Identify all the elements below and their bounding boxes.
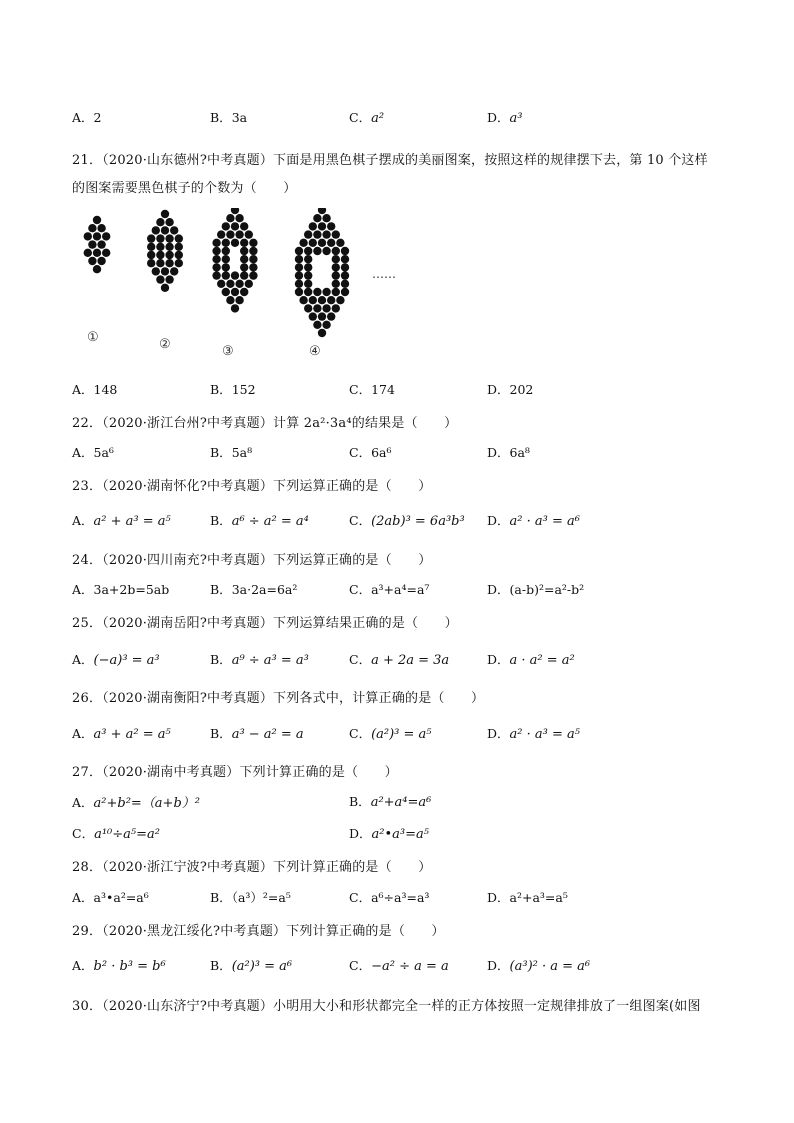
- chess-piece-dot: [240, 239, 248, 247]
- q25-option-b: B．a⁹ ÷ a³ = a³: [210, 652, 309, 668]
- chess-piece-dot: [217, 230, 225, 238]
- chess-piece-dot: [170, 267, 178, 275]
- chess-piece-dot: [212, 255, 220, 263]
- chess-piece-dot: [332, 230, 340, 238]
- q29-option-a: A．b² · b³ = b⁶: [72, 958, 166, 974]
- chess-piece-dot: [212, 271, 220, 279]
- chess-piece-dot: [84, 249, 92, 257]
- chess-piece-dot: [165, 251, 173, 259]
- chess-piece-dot: [147, 234, 155, 242]
- chess-piece-dot: [318, 296, 326, 304]
- chess-piece-dot: [249, 263, 257, 271]
- chess-piece-dot: [231, 288, 239, 296]
- chess-piece-dot: [313, 230, 321, 238]
- chess-piece-dot: [84, 232, 92, 240]
- chess-piece-dot: [222, 247, 230, 255]
- chess-piece-dot: [156, 259, 164, 267]
- q26-option-b: B．a³ − a² = a: [210, 726, 304, 742]
- chess-piece-dot: [156, 218, 164, 226]
- chess-piece-dot: [161, 210, 169, 218]
- chess-piece-dot: [88, 257, 96, 265]
- q21-figure: [72, 208, 432, 358]
- chess-piece-dot: [332, 247, 340, 255]
- q27-option-b: B．a²+a⁴=a⁶: [349, 794, 432, 810]
- chess-piece-dot: [313, 304, 321, 312]
- chess-piece-dot: [235, 280, 243, 288]
- q22-option-a: A．5a⁶: [72, 445, 114, 460]
- chess-piece-dot: [240, 263, 248, 271]
- chess-piece-dot: [161, 226, 169, 234]
- chess-piece-dot: [332, 263, 340, 271]
- chess-piece-dot: [299, 239, 307, 247]
- chess-piece-dot: [322, 321, 330, 329]
- chess-piece-dot: [309, 222, 317, 230]
- chess-piece-dot: [226, 214, 234, 222]
- chess-piece-dot: [235, 214, 243, 222]
- q29-stem: 29．（2020·黑龙江绥化?中考真题）下列计算正确的是（ ）: [72, 924, 445, 939]
- q27-option-a: A．a²+b²=（a+b）²: [72, 795, 200, 811]
- chess-piece-dot: [313, 214, 321, 222]
- chess-piece-dot: [240, 271, 248, 279]
- chess-piece-dot: [295, 263, 303, 271]
- chess-piece-dot: [93, 249, 101, 257]
- chess-piece-dot: [322, 304, 330, 312]
- q25-option-d: D．a · a² = a²: [487, 652, 575, 668]
- chess-piece-dot: [226, 230, 234, 238]
- chess-piece-dot: [161, 267, 169, 275]
- figure-label-4: ④: [309, 344, 321, 358]
- chess-piece-dot: [212, 263, 220, 271]
- chess-piece-dot: [165, 243, 173, 251]
- chess-piece-dot: [341, 263, 349, 271]
- chess-piece-dot: [147, 259, 155, 267]
- chess-piece-dot: [327, 222, 335, 230]
- chess-piece-dot: [304, 288, 312, 296]
- q23-stem: 23．（2020·湖南怀化?中考真题）下列运算正确的是（ ）: [72, 479, 432, 494]
- chess-piece-dot: [313, 288, 321, 296]
- chess-piece-dot: [156, 275, 164, 283]
- chess-piece-dot: [327, 239, 335, 247]
- chess-piece-dot: [304, 255, 312, 263]
- chess-piece-dot: [336, 239, 344, 247]
- chess-piece-dot: [318, 312, 326, 320]
- chess-piece-dot: [322, 230, 330, 238]
- chess-piece-dot: [299, 296, 307, 304]
- q28-option-b: B．（a³）²=a⁵: [210, 890, 291, 905]
- q29-option-c: C．−a² ÷ a = a: [349, 958, 449, 974]
- chess-piece-dot: [152, 267, 160, 275]
- chess-piece-dot: [327, 312, 335, 320]
- chess-piece-dot: [332, 280, 340, 288]
- chess-piece-dot: [102, 249, 110, 257]
- chess-piece-dot: [295, 271, 303, 279]
- q25-option-a: A．(−a)³ = a³: [72, 652, 160, 668]
- chess-piece-dot: [304, 263, 312, 271]
- chess-piece-dot: [147, 251, 155, 259]
- chess-piece-dot: [88, 240, 96, 248]
- chess-piece-dot: [318, 239, 326, 247]
- chess-piece-dot: [231, 208, 239, 214]
- chess-piece-dot: [226, 296, 234, 304]
- chess-piece-dot: [309, 239, 317, 247]
- chess-piece-dot: [222, 239, 230, 247]
- chess-piece-dot: [240, 222, 248, 230]
- chess-piece-dot: [231, 304, 239, 312]
- chess-piece-dot: [212, 247, 220, 255]
- chess-piece-dot: [222, 271, 230, 279]
- chess-piece-dot: [240, 247, 248, 255]
- chess-piece-dot: [97, 240, 105, 248]
- chess-piece-dot: [322, 247, 330, 255]
- chess-piece-dot: [93, 265, 101, 273]
- chess-piece-dot: [165, 218, 173, 226]
- chess-piece-dot: [165, 234, 173, 242]
- figure-label-3: ③: [222, 344, 234, 358]
- chess-piece-dot: [309, 312, 317, 320]
- q22-stem: 22．（2020·浙江台州?中考真题）计算 2a²·3a⁴的结果是（ ）: [72, 416, 458, 431]
- chess-piece-dot: [93, 216, 101, 224]
- q27-option-d: D．a²•a³=a⁵: [349, 826, 429, 842]
- q29-option-d: D．(a³)² · a = a⁶: [487, 958, 591, 974]
- q28-option-a: A．a³•a²=a⁶: [72, 890, 149, 905]
- q26-option-d: D．a² · a³ = a⁵: [487, 726, 580, 742]
- chess-piece-dot: [318, 208, 326, 214]
- chess-piece-dot: [341, 271, 349, 279]
- chess-piece-dot: [249, 255, 257, 263]
- chess-piece-dot: [249, 247, 257, 255]
- chess-piece-dot: [245, 280, 253, 288]
- figure-label-2: ②: [159, 337, 171, 352]
- chess-piece-dot: [304, 271, 312, 279]
- chess-piece-dot: [175, 259, 183, 267]
- chess-piece-dot: [245, 230, 253, 238]
- q21-option-b: B．152: [210, 382, 256, 397]
- chess-piece-dot: [147, 243, 155, 251]
- chess-piece-dot: [249, 271, 257, 279]
- chess-piece-dot: [93, 232, 101, 240]
- chess-piece-dot: [295, 280, 303, 288]
- q28-option-c: C．a⁶÷a³=a³: [349, 890, 430, 905]
- q21-option-d: D．202: [487, 382, 534, 397]
- chess-piece-dot: [304, 280, 312, 288]
- chess-piece-dot: [170, 226, 178, 234]
- figure-ellipsis: ……: [372, 267, 396, 281]
- chess-piece-dot: [222, 255, 230, 263]
- chess-piece-dot: [313, 247, 321, 255]
- chess-piece-dot: [341, 247, 349, 255]
- q21-stem-line1: 21．（2020·山东德州?中考真题）下面是用黑色棋子摆成的美丽图案，按照这样的规律摆下去，第 10 个这样: [72, 153, 708, 168]
- chess-piece-dot: [231, 239, 239, 247]
- q24-option-d: D．(a-b)²=a²-b²: [487, 582, 585, 597]
- q25-stem: 25．（2020·湖南岳阳?中考真题）下列运算结果正确的是（ ）: [72, 616, 458, 631]
- chess-piece-dot: [240, 288, 248, 296]
- q25-option-c: C．a + 2a = 3a: [349, 652, 450, 668]
- chess-piece-dot: [295, 247, 303, 255]
- q20-option-a: A．2: [72, 110, 102, 125]
- chess-piece-dot: [332, 271, 340, 279]
- chess-piece-dot: [235, 296, 243, 304]
- chess-piece-dot: [249, 239, 257, 247]
- chess-piece-dot: [165, 275, 173, 283]
- q23-option-b: B．a⁶ ÷ a² = a⁴: [210, 513, 309, 529]
- chess-piece-dot: [226, 280, 234, 288]
- chess-piece-dot: [332, 304, 340, 312]
- chess-piece-dot: [175, 243, 183, 251]
- q21-stem-line2: 的图案需要黑色棋子的个数为（ ）: [72, 181, 297, 196]
- chess-piece-dot: [341, 255, 349, 263]
- chess-piece-dot: [318, 222, 326, 230]
- chess-piece-dot: [88, 224, 96, 232]
- chess-piece-dot: [217, 280, 225, 288]
- chess-piece-dot: [222, 263, 230, 271]
- q24-option-c: C．a³+a⁴=a⁷: [349, 582, 430, 597]
- chess-piece-dot: [322, 288, 330, 296]
- chess-piece-dot: [313, 321, 321, 329]
- q21-option-c: C．174: [349, 382, 395, 397]
- chess-piece-dot: [341, 288, 349, 296]
- q20-option-d: D．a³: [487, 110, 523, 126]
- q22-option-c: C．6a⁶: [349, 445, 392, 460]
- q28-stem: 28．（2020·浙江宁波?中考真题）下列计算正确的是（ ）: [72, 860, 432, 875]
- q21-option-a: A．148: [72, 382, 118, 397]
- q22-option-b: B．5a⁸: [210, 445, 253, 460]
- q30-stem: 30．（2020·山东济宁?中考真题）小明用大小和形状都完全一样的正方体按照一定规律排放了一组图案(如图: [72, 999, 701, 1014]
- chess-piece-dot: [295, 288, 303, 296]
- chess-piece-dot: [318, 329, 326, 337]
- chess-piece-dot: [304, 304, 312, 312]
- figure-label-1: ①: [87, 330, 99, 345]
- chess-piece-dot: [175, 234, 183, 242]
- chess-piece-dot: [152, 226, 160, 234]
- q26-option-a: A．a³ + a² = a⁵: [72, 726, 171, 742]
- q27-option-c: C．a¹⁰÷a⁵=a²: [72, 826, 160, 842]
- chess-piece-dot: [102, 232, 110, 240]
- chess-piece-dot: [322, 214, 330, 222]
- q23-option-c: C．(2ab)³ = 6a³b³: [349, 513, 465, 529]
- chess-piece-dot: [161, 284, 169, 292]
- q24-option-b: B．3a·2a=6a²: [210, 582, 298, 597]
- chess-piece-dot: [222, 288, 230, 296]
- chess-piece-dot: [332, 255, 340, 263]
- chess-piece-dot: [332, 288, 340, 296]
- chess-piece-dot: [165, 259, 173, 267]
- q23-option-a: A．a² + a³ = a⁵: [72, 513, 171, 529]
- chess-piece-dot: [212, 239, 220, 247]
- q24-stem: 24．（2020·四川南充?中考真题）下列运算正确的是（ ）: [72, 553, 432, 568]
- q27-stem: 27．（2020·湖南中考真题）下列计算正确的是（ ）: [72, 765, 398, 780]
- q22-option-d: D．6a⁸: [487, 445, 530, 460]
- q26-option-c: C．(a²)³ = a⁵: [349, 726, 432, 742]
- chess-piece-dot: [304, 247, 312, 255]
- chess-piece-dot: [156, 243, 164, 251]
- chess-piece-dot: [231, 222, 239, 230]
- q29-option-b: B．(a²)³ = a⁶: [210, 958, 293, 974]
- chess-piece-dot: [327, 296, 335, 304]
- q26-stem: 26．（2020·湖南衡阳?中考真题）下列各式中，计算正确的是（ ）: [72, 691, 485, 706]
- chess-piece-dot: [240, 255, 248, 263]
- chess-piece-dot: [235, 230, 243, 238]
- q20-option-c: C．a²: [349, 110, 385, 126]
- chess-piece-dot: [336, 296, 344, 304]
- chess-piece-dot: [309, 296, 317, 304]
- chess-piece-dot: [304, 230, 312, 238]
- chess-piece-dot: [175, 251, 183, 259]
- chess-piece-dot: [341, 280, 349, 288]
- q24-option-a: A．3a+2b=5ab: [72, 582, 170, 597]
- q20-option-b: B．3a: [210, 110, 248, 125]
- q28-option-d: D．a²+a³=a⁵: [487, 890, 568, 905]
- chess-piece-dot: [156, 234, 164, 242]
- chess-piece-dot: [231, 271, 239, 279]
- chess-piece-dot: [156, 251, 164, 259]
- chess-piece-dot: [97, 257, 105, 265]
- chess-piece-dot: [295, 255, 303, 263]
- chess-piece-dot: [222, 222, 230, 230]
- chess-piece-dot: [97, 224, 105, 232]
- q23-option-d: D．a² · a³ = a⁶: [487, 513, 580, 529]
